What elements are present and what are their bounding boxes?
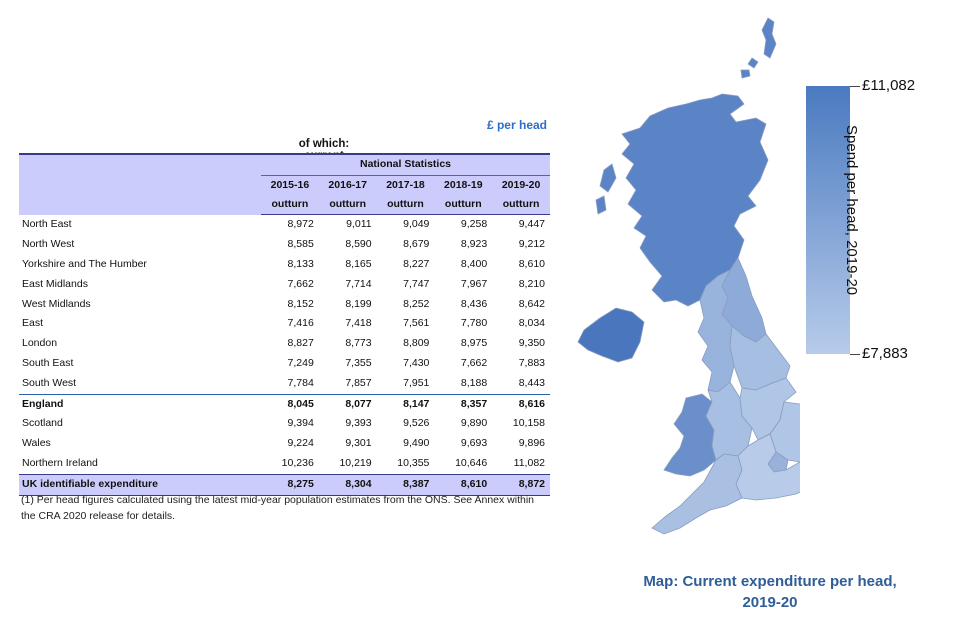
table-outturn-header-row xyxy=(19,195,550,215)
legend-max-label: £11,082 xyxy=(862,77,916,94)
value-cell: 8,387 xyxy=(377,474,435,495)
table-row xyxy=(19,275,550,295)
row-label: East xyxy=(22,317,44,330)
header-blank-cell xyxy=(19,154,261,175)
value-cell: 9,526 xyxy=(403,417,430,430)
row-label: Scotland xyxy=(22,417,63,430)
value-cell: 8,773 xyxy=(345,337,372,350)
expenditure-table xyxy=(19,153,550,496)
value-cell: 8,165 xyxy=(345,257,372,270)
value-cell: 9,212 xyxy=(518,238,545,251)
value-cell: 11,082 xyxy=(513,456,545,469)
legend-title: Spend per head, 2019-20 xyxy=(843,125,860,296)
row-label: England xyxy=(19,394,261,414)
year-header: 2015-16 xyxy=(261,175,319,195)
value-cell: 8,590 xyxy=(345,238,372,251)
table-row xyxy=(19,354,550,374)
table-row xyxy=(19,454,550,474)
map-region-northern-ireland xyxy=(578,308,644,362)
value-cell: 8,610 xyxy=(518,257,545,270)
row-label: North East xyxy=(22,218,72,231)
value-cell: 10,646 xyxy=(455,456,488,469)
value-cell: 8,872 xyxy=(492,474,550,495)
map-region-scotland-islands xyxy=(741,18,776,78)
value-cell: 9,896 xyxy=(518,437,545,450)
national-statistics-header: National Statistics xyxy=(261,154,550,175)
year-header: 2016-17 xyxy=(319,175,377,195)
outturn-header: outturn xyxy=(492,195,550,215)
value-cell: 8,642 xyxy=(518,297,545,310)
value-cell: 8,679 xyxy=(403,238,430,251)
row-label: London xyxy=(22,337,58,350)
legend-min-label: £7,883 xyxy=(862,345,908,362)
value-cell: 9,393 xyxy=(345,417,372,430)
row-label: East Midlands xyxy=(22,277,88,290)
value-cell: 8,227 xyxy=(403,257,430,270)
value-cell: 8,077 xyxy=(319,394,377,414)
table-group-header-row xyxy=(19,154,550,175)
legend-max-tick xyxy=(850,86,860,87)
value-cell: 9,258 xyxy=(460,218,488,231)
value-cell: 10,219 xyxy=(339,456,372,469)
row-label: Yorkshire and The Humber xyxy=(22,257,147,270)
value-cell: 8,147 xyxy=(377,394,435,414)
value-cell: 8,275 xyxy=(261,474,319,495)
value-cell: 8,304 xyxy=(319,474,377,495)
table-row xyxy=(19,255,550,275)
value-cell: 8,975 xyxy=(460,337,488,350)
header-blank-cell xyxy=(19,195,261,215)
value-cell: 7,430 xyxy=(403,356,430,369)
map-caption: Map: Current expenditure per head, 2019-20 xyxy=(643,573,897,611)
value-cell: 10,158 xyxy=(512,417,545,430)
value-cell: 8,610 xyxy=(434,474,492,495)
value-cell: 9,224 xyxy=(287,437,314,450)
uk-regional-map xyxy=(560,10,800,550)
year-header: 2019-20 xyxy=(492,175,550,195)
table-footnote: (1) Per head figures calculated using the latest mid-year population estimates from the ONS. See Annex within the CRA 2020 release for details. xyxy=(21,494,535,522)
value-cell: 8,400 xyxy=(460,257,488,270)
value-cell: 10,236 xyxy=(281,456,314,469)
value-cell: 7,418 xyxy=(345,317,372,330)
value-cell: 7,416 xyxy=(287,317,314,330)
table-row xyxy=(19,414,550,434)
row-label: North West xyxy=(22,238,75,251)
value-cell: 7,249 xyxy=(287,356,314,369)
value-cell: 7,662 xyxy=(460,356,488,369)
value-cell: 7,561 xyxy=(403,317,430,330)
row-label: Wales xyxy=(22,437,51,450)
row-label: Northern Ireland xyxy=(22,456,98,469)
value-cell: 8,585 xyxy=(287,238,314,251)
year-header: 2017-18 xyxy=(377,175,435,195)
value-cell: 8,045 xyxy=(261,394,319,414)
table-row xyxy=(19,374,550,394)
value-cell: 8,923 xyxy=(460,238,488,251)
value-cell: 7,780 xyxy=(460,317,488,330)
header-blank-cell xyxy=(19,175,261,195)
map-region-wales xyxy=(664,394,716,476)
value-cell: 10,355 xyxy=(397,456,430,469)
outturn-header: outturn xyxy=(377,195,435,215)
value-cell: 9,693 xyxy=(460,437,488,450)
table-row xyxy=(19,314,550,334)
value-cell: 9,890 xyxy=(460,417,488,430)
value-cell: 7,784 xyxy=(287,376,314,389)
value-cell: 8,199 xyxy=(345,297,372,310)
value-cell: 7,714 xyxy=(345,277,372,290)
table-row xyxy=(19,295,550,315)
value-cell: 8,252 xyxy=(403,297,430,310)
value-cell: 7,857 xyxy=(345,376,372,389)
year-header: 2018-19 xyxy=(434,175,492,195)
value-cell: 7,967 xyxy=(460,277,488,290)
value-cell: 8,436 xyxy=(460,297,488,310)
value-cell: 9,301 xyxy=(345,437,372,450)
value-cell: 8,357 xyxy=(434,394,492,414)
value-cell: 8,616 xyxy=(492,394,550,414)
value-cell: 7,355 xyxy=(345,356,372,369)
value-cell: 8,034 xyxy=(518,317,545,330)
legend-min-tick xyxy=(850,354,860,355)
value-cell: 7,747 xyxy=(403,277,430,290)
unit-label: £ per head xyxy=(486,118,547,132)
row-label: South West xyxy=(22,376,77,389)
value-cell: 9,011 xyxy=(346,218,372,231)
outturn-header: outturn xyxy=(434,195,492,215)
value-cell: 8,972 xyxy=(287,218,314,231)
value-cell: 9,049 xyxy=(403,218,430,231)
value-cell: 7,951 xyxy=(403,376,430,389)
value-cell: 8,152 xyxy=(287,297,314,310)
value-cell: 7,662 xyxy=(287,277,314,290)
outturn-header: outturn xyxy=(319,195,377,215)
value-cell: 8,827 xyxy=(287,337,314,350)
row-label: UK identifiable expenditure xyxy=(19,474,261,495)
table-row xyxy=(19,334,550,354)
value-cell: 9,350 xyxy=(518,337,545,350)
table-row xyxy=(19,394,550,414)
value-cell: 9,447 xyxy=(518,218,545,231)
table-row xyxy=(19,434,550,454)
value-cell: 8,188 xyxy=(460,376,488,389)
table-row xyxy=(19,215,550,235)
value-cell: 8,133 xyxy=(287,257,314,270)
outturn-header: outturn xyxy=(261,195,319,215)
value-cell: 8,210 xyxy=(518,277,545,290)
value-cell: 9,394 xyxy=(287,417,314,430)
value-cell: 7,883 xyxy=(518,356,545,369)
row-label: West Midlands xyxy=(22,297,91,310)
of-which-label: of which: xyxy=(298,138,350,150)
value-cell: 9,490 xyxy=(403,437,430,450)
value-cell: 8,809 xyxy=(403,337,430,350)
row-label: South East xyxy=(22,356,74,369)
table-year-header-row xyxy=(19,175,550,195)
table-row xyxy=(19,235,550,255)
value-cell: 8,443 xyxy=(518,376,545,389)
